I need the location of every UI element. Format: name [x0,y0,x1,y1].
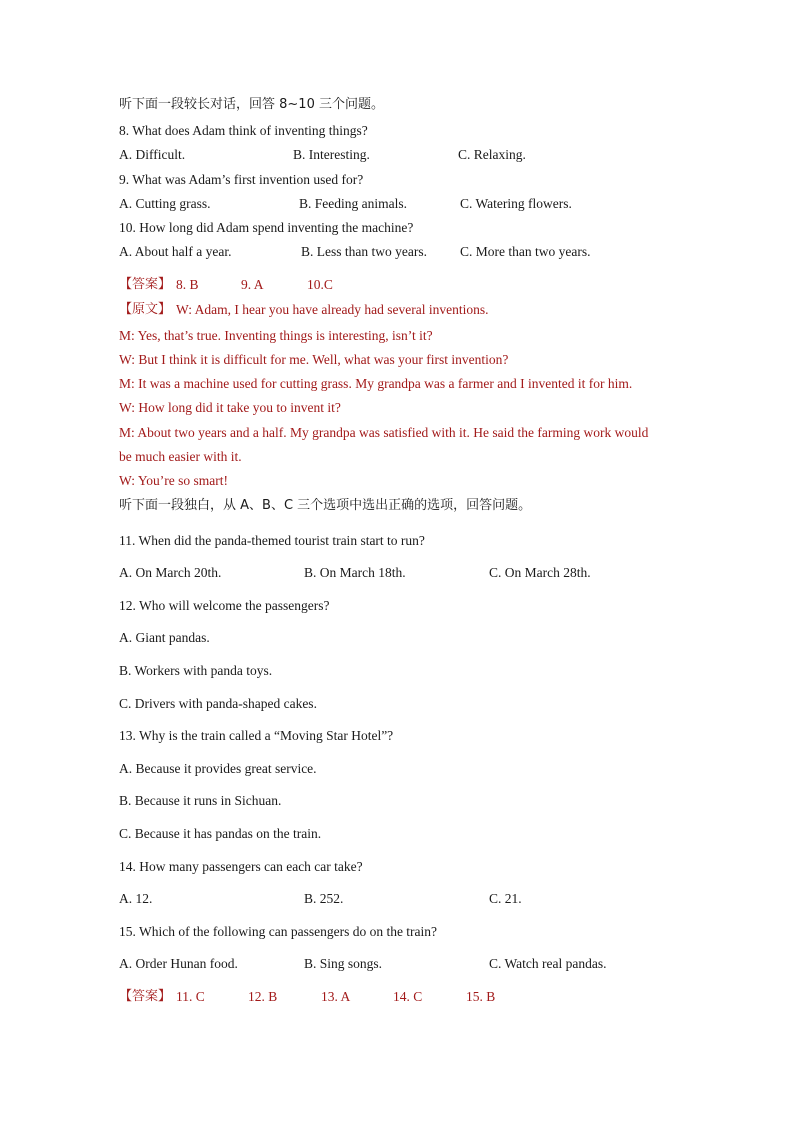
transcript-line: W: You’re so smart! [119,473,228,488]
option-b: B. Workers with panda toys. [119,663,273,678]
answer-item: 9. A [241,277,264,292]
option-a: A. Giant pandas. [119,630,210,645]
answer-item: 12. B [248,989,278,1004]
option-a: A. 12. [119,891,153,906]
answer-item: 14. C [393,989,423,1004]
transcript-line: be much easier with it. [119,449,242,464]
option-a: A. Cutting grass. [119,196,211,211]
transcript-line: M: Yes, that’s true. Inventing things is interesting, isn’t it? [119,328,433,343]
option-a: A. Because it provides great service. [119,761,317,776]
section-instruction: 听下面一段独白，从 A、B、C 三个选项中选出正确的选项，回答问题。 [119,498,532,513]
answer-item: 13. A [321,989,351,1004]
question-stem: 14. How many passengers can each car take? [119,859,363,874]
section-instruction: 听下面一段较长对话，回答 8~10 三个问题。 [119,97,384,112]
transcript-line: M: It was a machine used for cutting grass. My grandpa was a farmer and I invented it for him. [119,376,633,391]
transcript-line: W: How long did it take you to invent it? [119,400,341,415]
option-b: B. Because it runs in Sichuan. [119,793,282,808]
option-a: A. About half a year. [119,244,232,259]
answer-item: 10.C [307,277,333,292]
option-b: B. Sing songs. [304,956,383,971]
question-stem: 8. What does Adam think of inventing things? [119,123,368,138]
option-c: C. Because it has pandas on the train. [119,826,322,841]
option-b: B. Interesting. [293,147,370,162]
option-b: B. 252. [304,891,344,906]
answer-item: 11. C [176,989,205,1004]
answer-item: 8. B [176,277,199,292]
option-c: C. 21. [489,891,522,906]
option-a: A. On March 20th. [119,565,222,580]
option-a: A. Order Hunan food. [119,956,238,971]
question-stem: 13. Why is the train called a “Moving Star Hotel”? [119,728,394,743]
question-stem: 15. Which of the following can passengers do on the train? [119,924,438,939]
option-a: A. Difficult. [119,147,186,162]
question-stem: 9. What was Adam’s first invention used for? [119,172,364,187]
option-c: C. Drivers with panda-shaped cakes. [119,696,317,711]
transcript-line: W: Adam, I hear you have already had several inventions. [176,302,489,317]
transcript-line: M: About two years and a half. My grandpa was satisfied with it. He said the farming work would [119,425,649,440]
option-c: C. Relaxing. [458,147,526,162]
answer-label: 【答案】 [119,989,172,1004]
option-b: B. Less than two years. [301,244,427,259]
question-stem: 10. How long did Adam spend inventing the machine? [119,220,414,235]
option-c: C. More than two years. [460,244,591,259]
question-stem: 11. When did the panda-themed tourist train start to run? [119,533,425,548]
answer-label: 【答案】 [119,277,172,292]
transcript-line: W: But I think it is difficult for me. Well, what was your first invention? [119,352,509,367]
option-b: B. Feeding animals. [299,196,407,211]
answer-item: 15. B [466,989,496,1004]
transcript-label: 【原文】 [119,302,172,317]
option-c: C. Watch real pandas. [489,956,607,971]
option-b: B. On March 18th. [304,565,406,580]
option-c: C. Watering flowers. [460,196,572,211]
option-c: C. On March 28th. [489,565,591,580]
question-stem: 12. Who will welcome the passengers? [119,598,330,613]
